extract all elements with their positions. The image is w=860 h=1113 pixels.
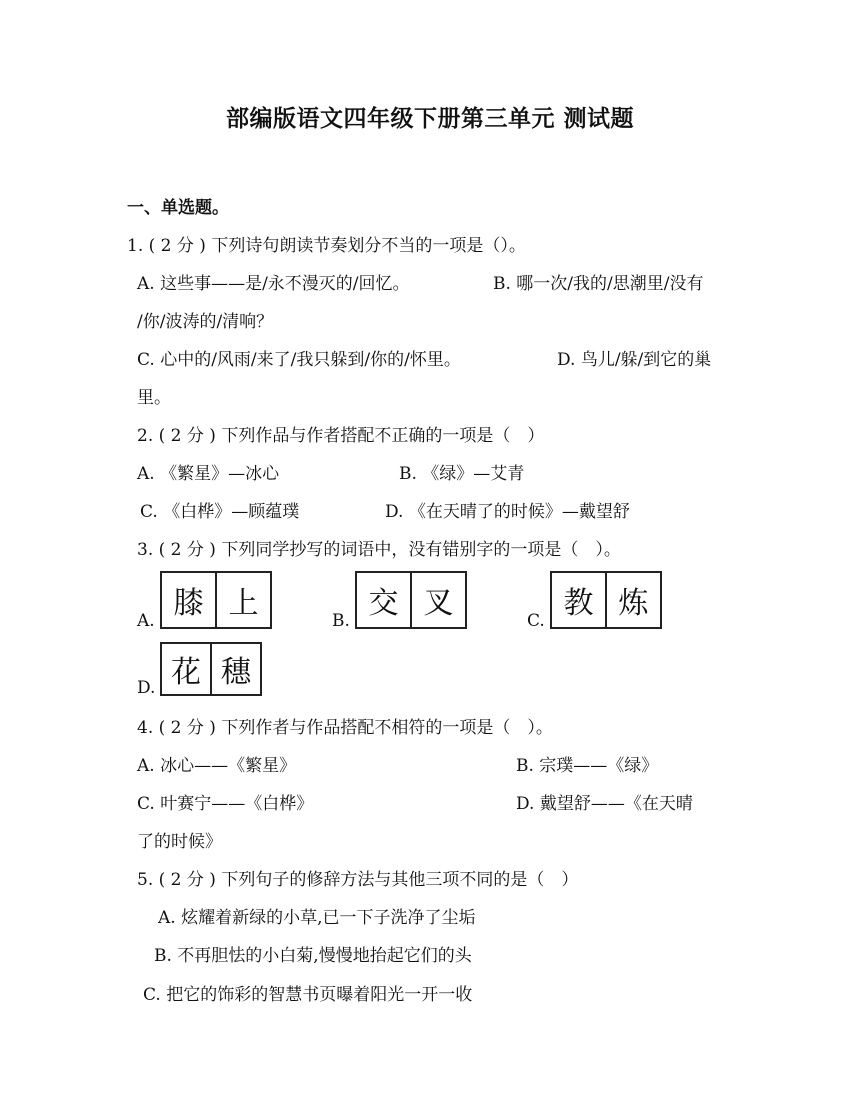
q2-option-d: D. 《在天晴了的时候》—戴望舒 <box>385 502 630 522</box>
q3-b-char-2: 叉 <box>410 573 465 627</box>
q3-option-d-label: D. <box>137 678 156 698</box>
q3-option-a-image <box>160 571 272 629</box>
q1-option-d-cont: 里。 <box>137 388 171 408</box>
q3-option-c-label: C. <box>527 611 545 631</box>
q5-option-b: B. 不再胆怯的小白菊,慢慢地抬起它们的头 <box>154 946 472 966</box>
q3-option-a-label: A. <box>137 611 155 631</box>
page-title: 部编版语文四年级下册第三单元 测试题 <box>225 105 634 132</box>
q1-option-a: A. 这些事——是/永不漫灭的/回忆。 <box>137 274 410 294</box>
q2-option-a: A. 《繁星》—冰心 <box>137 464 280 484</box>
q1-option-d: D. 鸟儿/躲/到它的巢 <box>557 350 712 370</box>
q4-option-a: A. 冰心——《繁星》 <box>137 756 297 776</box>
q3-option-c-image <box>550 571 662 629</box>
q3-a-char-2: 上 <box>215 573 270 627</box>
q2-stem: 2. ( 2 分 ) 下列作品与作者搭配不正确的一项是（ ） <box>137 426 545 446</box>
q4-stem: 4. ( 2 分 ) 下列作者与作品搭配不相符的一项是（ ）。 <box>137 718 553 738</box>
q5-option-c: C. 把它的饰彩的智慧书页曝着阳光一开一收 <box>143 985 473 1005</box>
q5-option-a: A. 炫耀着新绿的小草,已一下子洗净了尘垢 <box>158 908 476 928</box>
q3-option-b-label: B. <box>332 611 350 631</box>
q1-option-c: C. 心中的/风雨/来了/我只躲到/你的/怀里。 <box>137 350 461 370</box>
q3-c-char-1: 教 <box>563 586 594 621</box>
q3-d-char-1: 花 <box>171 655 201 690</box>
q3-option-d-image <box>160 642 262 696</box>
q3-d-char-2: 穗 <box>210 644 260 694</box>
section-heading: 一、单选题。 <box>127 198 229 218</box>
q2-option-c: C. 《白桦》—顾蕴璞 <box>140 502 300 522</box>
q4-option-b: B. 宗璞——《绿》 <box>516 756 659 776</box>
q3-c-char-2: 炼 <box>605 573 660 627</box>
q1-stem: 1. ( 2 分 ) 下列诗句朗读节奏划分不当的一项是（）。 <box>127 236 526 256</box>
q3-stem: 3. ( 2 分 ) 下列同学抄写的词语中，没有错别字的一项是（ ）。 <box>137 540 621 560</box>
q3-b-char-1: 交 <box>368 586 399 621</box>
q5-stem: 5. ( 2 分 ) 下列句子的修辞方法与其他三项不同的是（ ） <box>137 870 579 890</box>
q4-option-d-cont: 了的时候》 <box>137 832 222 852</box>
q3-option-b-image <box>355 571 467 629</box>
q1-option-b-cont: /你/波涛的/清响？ <box>137 312 274 332</box>
q2-option-b: B. 《绿》—艾青 <box>399 464 525 484</box>
q1-option-b: B. 哪一次/我的/思潮里/没有 <box>493 274 704 294</box>
q3-a-char-1: 膝 <box>173 586 204 621</box>
q4-option-d: D. 戴望舒——《在天晴 <box>516 794 693 814</box>
q4-option-c: C. 叶赛宁——《白桦》 <box>137 794 314 814</box>
